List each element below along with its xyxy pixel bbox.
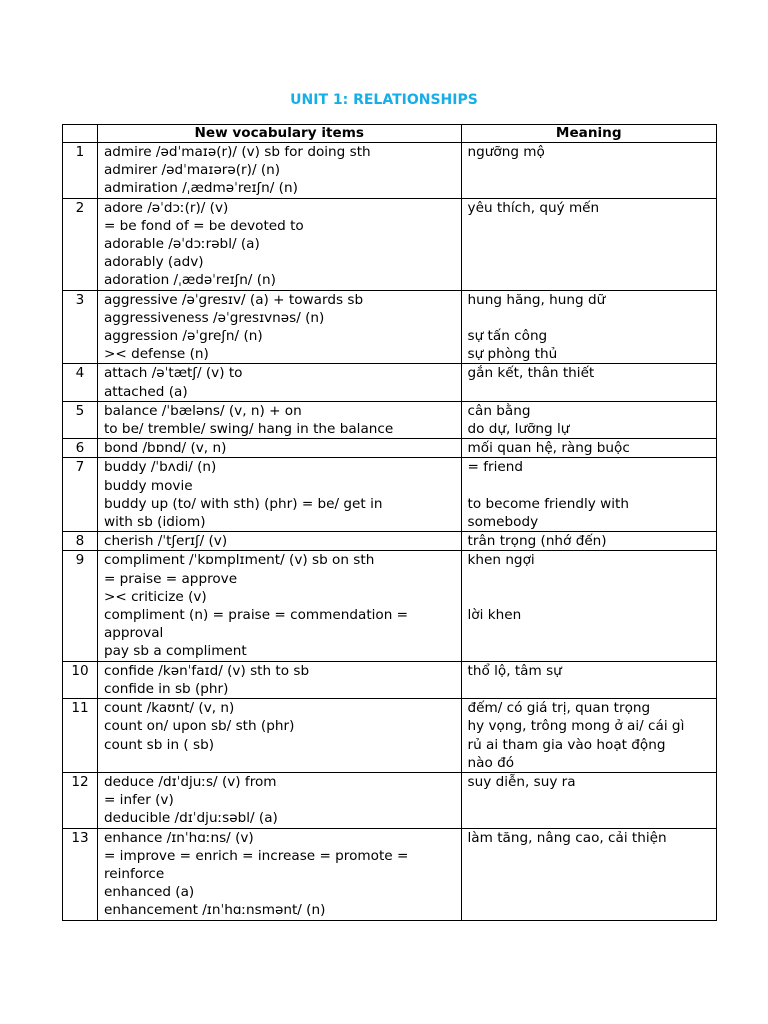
meaning-line: cân bằng [467, 402, 531, 419]
vocab-line: admiration /ˌædməˈreɪʃn/ (n) [103, 180, 298, 197]
vocab-line: buddy up (to/ with sth) (phr) = be/ get in [103, 495, 383, 512]
row-number: 11 [63, 699, 98, 773]
vocab-line: >< defense (n) [103, 346, 209, 363]
row-number: 12 [63, 772, 98, 828]
vocab-line: admire /ədˈmaɪə(r)/ (v) sb for doing sth [103, 144, 371, 160]
meaning-line: sự tấn công [467, 328, 548, 345]
vocab-line: = praise = approve [103, 570, 238, 587]
vocab-cell [97, 401, 461, 438]
table-header-row [63, 125, 717, 143]
meaning-cell [461, 401, 716, 438]
meaning-line [468, 588, 710, 606]
meaning-line [468, 477, 710, 495]
meaning-cell [461, 699, 716, 773]
meaning-line: nào đó [467, 754, 515, 771]
meaning-line: rủ ai tham gia vào hoạt động [467, 736, 666, 753]
meaning-line: yêu thích, quý mến [467, 199, 600, 216]
vocab-line: aggressive /əˈgresɪv/ (a) + towards sb [103, 291, 364, 308]
header-number [63, 125, 98, 143]
table-row [63, 772, 717, 828]
meaning-line: sự phòng thủ [467, 346, 558, 363]
vocab-line: compliment /ˈkɒmplɪment/ (v) sb on sth [103, 552, 375, 569]
table-row [63, 143, 717, 199]
table-body [63, 143, 717, 921]
meaning-line: hy vọng, trông mong ở ai/ cái gì [467, 718, 685, 735]
vocab-line: aggression /əˈgreʃn/ (n) [103, 328, 263, 345]
table-row [63, 551, 717, 661]
vocab-line: buddy /ˈbʌdi/ (n) [103, 459, 217, 476]
row-number: 3 [63, 290, 98, 364]
vocab-cell [97, 828, 461, 920]
vocab-line: balance /ˈbæləns/ (v, n) + on [103, 402, 302, 419]
vocab-line: deducible /dɪˈdjuːsəbl/ (a) [103, 810, 278, 827]
vocab-cell [97, 364, 461, 401]
vocab-line: count sb in ( sb) [103, 736, 215, 753]
table-row [63, 290, 717, 364]
table-row [63, 458, 717, 532]
page-title: UNIT 1: RELATIONSHIPS [290, 92, 478, 108]
vocab-cell [97, 661, 461, 698]
vocab-line: adoration /ˌædəˈreɪʃn/ (n) [103, 272, 276, 289]
vocab-cell [97, 143, 461, 199]
meaning-cell [461, 661, 716, 698]
meaning-cell [461, 828, 716, 920]
meaning-line: thổ lộ, tâm sự [467, 662, 562, 679]
vocab-line: adore /əˈdɔː(r)/ (v) [103, 199, 229, 216]
vocab-line: count /kaʊnt/ (v, n) [103, 700, 235, 717]
row-number: 5 [63, 401, 98, 438]
meaning-line: gắn kết, thân thiết [467, 365, 595, 382]
meaning-cell [461, 772, 716, 828]
vocab-line: cherish /ˈtʃerɪʃ/ (v) [103, 533, 228, 550]
meaning-line [468, 309, 710, 327]
vocab-line: reinforce [103, 865, 165, 882]
table-row [63, 661, 717, 698]
vocab-line: aggressiveness /əˈgresɪvnəs/ (n) [103, 309, 325, 326]
vocab-line: bond /bɒnd/ (v, n) [103, 440, 227, 457]
table-row [63, 828, 717, 920]
vocab-line: admirer /ədˈmaɪərə(r)/ (n) [103, 162, 281, 179]
meaning-cell [461, 198, 716, 290]
row-number: 13 [63, 828, 98, 920]
meaning-cell [461, 458, 716, 532]
vocab-cell [97, 699, 461, 773]
meaning-line: do dự, lưỡng lự [467, 421, 570, 438]
meaning-cell [461, 290, 716, 364]
meaning-cell [461, 532, 716, 551]
row-number: 8 [63, 532, 98, 551]
vocab-line: enhancement /ɪnˈhɑːnsmənt/ (n) [103, 902, 326, 919]
vocab-line: confide in sb (phr) [103, 680, 229, 697]
row-number: 2 [63, 198, 98, 290]
vocab-line: count on/ upon sb/ sth (phr) [103, 718, 295, 735]
vocab-line: pay sb a compliment [103, 643, 247, 660]
vocab-line: compliment (n) = praise = commendation = [103, 607, 409, 624]
table-row [63, 198, 717, 290]
vocab-line: attach /əˈtætʃ/ (v) to [103, 365, 243, 382]
vocab-line: enhanced (a) [103, 884, 195, 901]
vocab-cell [97, 532, 461, 551]
vocabulary-table [62, 124, 717, 921]
vocab-line: to be/ tremble/ swing/ hang in the balance [103, 421, 394, 438]
vocab-line: >< criticize (v) [103, 588, 207, 605]
meaning-cell [461, 439, 716, 458]
meaning-line: trân trọng (nhớ đến) [467, 533, 607, 550]
meaning-line: đếm/ có giá trị, quan trọng [467, 700, 651, 717]
meaning-line: to become friendly with [467, 495, 629, 512]
meaning-line: ngưỡng mộ [467, 144, 545, 160]
meaning-cell [461, 364, 716, 401]
vocab-line: attached (a) [103, 383, 188, 400]
header-word: New vocabulary items [97, 125, 461, 143]
meaning-line: = friend [467, 459, 524, 476]
vocab-line: = infer (v) [103, 792, 174, 809]
vocab-cell [97, 439, 461, 458]
vocab-cell [97, 458, 461, 532]
row-number: 1 [63, 143, 98, 199]
meaning-line: làm tăng, nâng cao, cải thiện [467, 829, 667, 846]
vocab-line: confide /kənˈfaɪd/ (v) sth to sb [103, 662, 310, 679]
header-meaning: Meaning [461, 125, 716, 143]
row-number: 7 [63, 458, 98, 532]
row-number: 6 [63, 439, 98, 458]
meaning-line: suy diễn, suy ra [467, 773, 576, 790]
meaning-line: lời khen [467, 607, 522, 624]
vocab-line: enhance /ɪnˈhɑːns/ (v) [103, 829, 254, 846]
row-number: 10 [63, 661, 98, 698]
meaning-cell [461, 143, 716, 199]
row-number: 9 [63, 551, 98, 661]
meaning-cell [461, 551, 716, 661]
table-row [63, 532, 717, 551]
table-row [63, 401, 717, 438]
meaning-line: hung hăng, hung dữ [467, 291, 606, 308]
vocab-line: = be fond of = be devoted to [103, 217, 304, 234]
meaning-line: khen ngợi [467, 552, 535, 569]
vocab-cell [97, 551, 461, 661]
meaning-line [468, 570, 710, 588]
vocab-line: = improve = enrich = increase = promote = [103, 847, 409, 864]
vocab-cell [97, 772, 461, 828]
vocab-line: with sb (idiom) [103, 514, 206, 531]
row-number: 4 [63, 364, 98, 401]
vocab-line: buddy movie [103, 477, 193, 494]
table-row [63, 439, 717, 458]
table-row [63, 699, 717, 773]
vocab-line: deduce /dɪˈdjuːs/ (v) from [103, 773, 277, 790]
vocab-line: adorably (adv) [103, 254, 204, 271]
vocab-cell [97, 290, 461, 364]
table-row [63, 364, 717, 401]
vocab-line: adorable /əˈdɔːrəbl/ (a) [103, 236, 260, 253]
vocab-cell [97, 198, 461, 290]
meaning-line: somebody [467, 514, 539, 531]
meaning-line: mối quan hệ, ràng buộc [467, 440, 630, 457]
vocab-line: approval [103, 625, 164, 642]
